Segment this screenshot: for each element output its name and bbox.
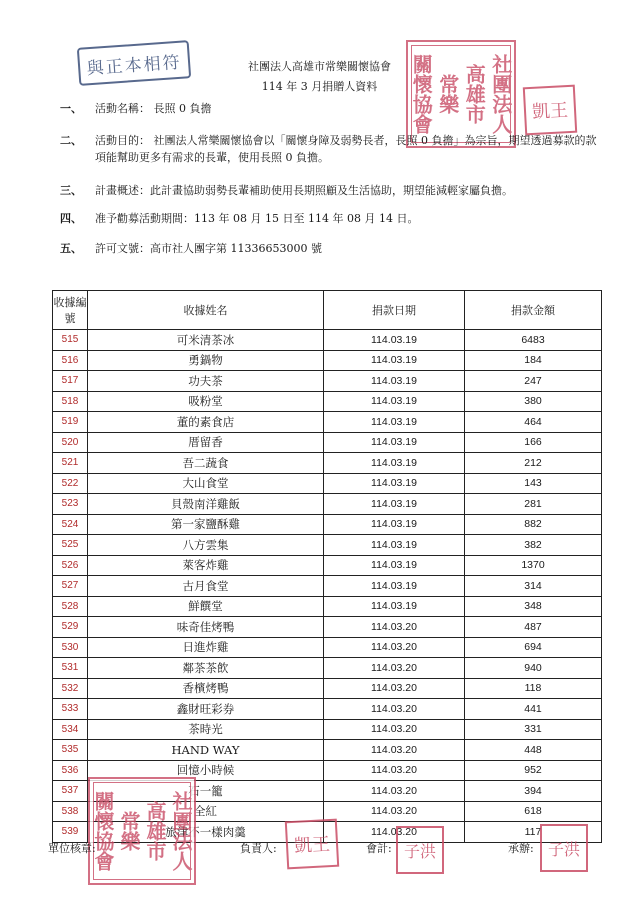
donation-amount-cell: 380 [465,391,602,412]
receipt-name-cell: HAND WAY [88,740,324,761]
table-row [53,637,602,658]
table-row [53,350,602,371]
receipt-no-cell: 538 [53,801,88,822]
receipt-name-cell: 旅津不一樣肉羹 [88,822,324,843]
receipt-name-cell: 八方雲集 [88,535,324,556]
table-row [53,494,602,515]
receipt-no-cell: 515 [53,330,88,351]
donation-date-cell: 114.03.20 [324,699,465,720]
handler-seal: 子洪 [540,824,588,872]
donation-amount-cell: 314 [465,576,602,597]
table-row [53,391,602,412]
info-text: 准予勸募活動期間：113 年 08 月 15 日至 114 年 08 月 14 日。 [95,212,419,225]
donation-date-cell: 114.03.19 [324,432,465,453]
receipt-no-cell: 518 [53,391,88,412]
donation-amount-cell: 166 [465,432,602,453]
donation-date-cell: 114.03.19 [324,391,465,412]
table-row [53,740,602,761]
receipt-no-cell: 532 [53,678,88,699]
receipt-name-cell: 香檳烤鴨 [88,678,324,699]
donation-amount-cell: 394 [465,781,602,802]
receipt-no-cell: 539 [53,822,88,843]
info-number: 一、 [60,102,82,115]
donation-date-cell: 114.03.20 [324,637,465,658]
donation-date-cell: 114.03.20 [324,822,465,843]
table-row [53,555,602,576]
donation-date-cell: 114.03.20 [324,617,465,638]
info-text: 計畫概述：此計畫協助弱勢長輩補助使用長期照顧及生活協助，期望能減輕家屬負擔。 [95,184,513,197]
info-number: 四、 [60,212,82,225]
receipt-name-cell: 功夫茶 [88,371,324,392]
donation-amount-cell: 448 [465,740,602,761]
receipt-no-cell: 531 [53,658,88,679]
receipt-no-cell: 526 [53,555,88,576]
donation-date-cell: 114.03.19 [324,412,465,433]
info-text: 活動名稱： 長照 0 負擔 [95,102,212,115]
table-row [53,412,602,433]
receipt-name-cell: 可米清茶冰 [88,330,324,351]
receipt-name-cell: 日進炸雞 [88,637,324,658]
org-seal-bottom: 社團法人 高雄市 常樂 關懷協會 [88,777,196,885]
donor-table [52,290,602,843]
donation-date-cell: 114.03.20 [324,658,465,679]
donation-amount-cell: 487 [465,617,602,638]
receipt-name-cell: 萊客炸雞 [88,555,324,576]
info-text: 活動目的： 社團法人常樂關懷協會以「關懷身障及弱勢長者，長照 0 負擔」為宗旨，期望透過募款的款項能幫助更多有需求的長輩，使用長照 0 負擔。 [95,134,597,164]
receipt-name-cell: 味奇佳烤鴨 [88,617,324,638]
org-title: 社團法人高雄市常樂關懷協會 [248,60,391,73]
document-subtitle: 114 年 3 月捐贈人資料 [261,80,378,93]
header-receipt-name: 收據姓名 [88,291,324,330]
header-donation-amount: 捐款金額 [465,291,602,330]
donation-amount-cell: 212 [465,453,602,474]
table-row [53,514,602,535]
donation-amount-cell: 118 [465,678,602,699]
table-row [53,719,602,740]
table-row [53,453,602,474]
donation-date-cell: 114.03.19 [324,576,465,597]
donation-amount-cell: 382 [465,535,602,556]
table-row [53,658,602,679]
receipt-no-cell: 529 [53,617,88,638]
table-row [53,535,602,556]
donation-date-cell: 114.03.20 [324,781,465,802]
table-header-row [53,291,602,330]
receipt-no-cell: 534 [53,719,88,740]
info-number: 三、 [60,184,82,197]
donation-date-cell: 114.03.20 [324,740,465,761]
receipt-name-cell: 鮮饌堂 [88,596,324,617]
certified-copy-stamp: 與正本相符 [77,40,191,86]
receipt-name-cell: 吸粉堂 [88,391,324,412]
table-body [53,330,602,843]
donation-date-cell: 114.03.20 [324,760,465,781]
receipt-no-cell: 523 [53,494,88,515]
donation-date-cell: 114.03.20 [324,719,465,740]
receipt-name-cell: 厝留香 [88,432,324,453]
donation-date-cell: 114.03.19 [324,473,465,494]
table-row [53,576,602,597]
unit-review-label: 單位核章: [48,842,96,855]
receipt-name-cell: 第一家鹽酥雞 [88,514,324,535]
receipt-no-cell: 527 [53,576,88,597]
receipt-no-cell: 530 [53,637,88,658]
receipt-name-cell: 古月食堂 [88,576,324,597]
receipt-name-cell: 鑫財旺彩券 [88,699,324,720]
receipt-no-cell: 536 [53,760,88,781]
donation-amount-cell: 441 [465,699,602,720]
receipt-no-cell: 528 [53,596,88,617]
info-number: 五、 [60,242,82,255]
receipt-no-cell: 525 [53,535,88,556]
table-row [53,699,602,720]
donation-amount-cell: 952 [465,760,602,781]
info-text: 許可文號：高市社人團字第 11336653000 號 [95,242,322,255]
donation-amount-cell: 331 [465,719,602,740]
donation-date-cell: 114.03.19 [324,330,465,351]
receipt-no-cell: 516 [53,350,88,371]
table-row [53,678,602,699]
receipt-no-cell: 521 [53,453,88,474]
table-row [53,596,602,617]
donation-amount-cell: 940 [465,658,602,679]
receipt-no-cell: 537 [53,781,88,802]
donation-amount-cell: 694 [465,637,602,658]
receipt-name-cell: 吾二蔬食 [88,453,324,474]
receipt-name-cell: 回憶小時候 [88,760,324,781]
receipt-name-cell: 勇鍋物 [88,350,324,371]
receipt-name-cell: 石一籠 [88,781,324,802]
donation-date-cell: 114.03.19 [324,596,465,617]
donation-date-cell: 114.03.19 [324,535,465,556]
table-row [53,371,602,392]
responsible-label: 負責人: [240,842,277,855]
donation-amount-cell: 117 [465,822,602,843]
receipt-name-cell: 貝殼南洋雞飯 [88,494,324,515]
donation-amount-cell: 348 [465,596,602,617]
donation-amount-cell: 247 [465,371,602,392]
receipt-no-cell: 524 [53,514,88,535]
responsible-seal: 凱王 [285,819,339,870]
donation-amount-cell: 184 [465,350,602,371]
receipt-no-cell: 517 [53,371,88,392]
donation-date-cell: 114.03.19 [324,494,465,515]
table-row [53,473,602,494]
donation-amount-cell: 464 [465,412,602,433]
receipt-no-cell: 520 [53,432,88,453]
donation-amount-cell: 1370 [465,555,602,576]
donation-date-cell: 114.03.19 [324,514,465,535]
donation-amount-cell: 281 [465,494,602,515]
receipt-name-cell: 茶時光 [88,719,324,740]
handler-label: 承辦: [508,842,534,855]
donation-date-cell: 114.03.20 [324,801,465,822]
donation-date-cell: 114.03.20 [324,678,465,699]
header-receipt-no: 收據編號 [53,291,88,330]
donation-amount-cell: 143 [465,473,602,494]
table-row [53,330,602,351]
header-donation-date: 捐款日期 [324,291,465,330]
receipt-no-cell: 535 [53,740,88,761]
receipt-name-cell: 鄰茶茶飲 [88,658,324,679]
receipt-name-cell: 董的素食店 [88,412,324,433]
info-number: 二、 [60,134,82,147]
receipt-no-cell: 519 [53,412,88,433]
donation-date-cell: 114.03.19 [324,555,465,576]
accounting-seal: 子洪 [396,826,444,874]
table-row [53,432,602,453]
receipt-name-cell: 全紅 [88,801,324,822]
donation-date-cell: 114.03.19 [324,371,465,392]
table-row [53,617,602,638]
accounting-label: 會計: [366,842,392,855]
receipt-name-cell: 大山食堂 [88,473,324,494]
chairman-seal: 凱王 [523,85,577,136]
donation-amount-cell: 618 [465,801,602,822]
org-seal: 社團法人 高雄市 常樂 關懷協會 [406,40,516,148]
donation-date-cell: 114.03.19 [324,350,465,371]
receipt-no-cell: 533 [53,699,88,720]
donation-amount-cell: 6483 [465,330,602,351]
receipt-no-cell: 522 [53,473,88,494]
donation-date-cell: 114.03.19 [324,453,465,474]
donation-amount-cell: 882 [465,514,602,535]
